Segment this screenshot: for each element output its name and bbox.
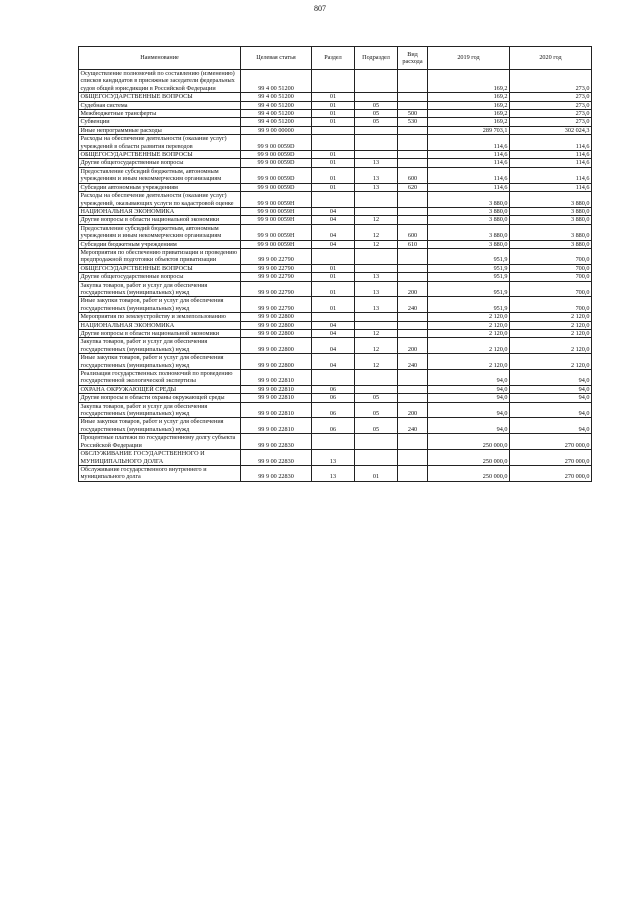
- row-subsection: 05: [355, 110, 398, 118]
- row-expense-type: [398, 126, 428, 134]
- row-section: [312, 434, 355, 450]
- row-subsection: 13: [355, 167, 398, 183]
- table-body: [79, 70, 592, 482]
- row-subsection: 12: [355, 216, 398, 224]
- table-row: [79, 135, 592, 151]
- row-section: 13: [312, 450, 355, 466]
- row-value-2019: 114,6: [428, 159, 510, 167]
- row-value-2019: 250 000,0: [428, 465, 510, 481]
- row-name: Судебная система: [79, 101, 241, 109]
- row-name: Другие общегосударственные вопросы: [79, 159, 241, 167]
- table-row: [79, 313, 592, 321]
- row-section: 04: [312, 354, 355, 370]
- row-value-2020: 114,6: [510, 159, 592, 167]
- row-name: НАЦИОНАЛЬНАЯ ЭКОНОМИКА: [79, 321, 241, 329]
- row-value-2020: 94,0: [510, 385, 592, 393]
- row-section: 01: [312, 264, 355, 272]
- row-value-2020: 273,0: [510, 93, 592, 101]
- row-value-2019: 2 120,0: [428, 313, 510, 321]
- row-name: Процентные платежи по государственному долгу субъекта Российской Федерации: [79, 434, 241, 450]
- row-code: 99 9 00 0059D: [241, 183, 312, 191]
- row-name: ОБЩЕГОСУДАРСТВЕННЫЕ ВОПРОСЫ: [79, 93, 241, 101]
- row-name: Иные закупки товаров, работ и услуг для обеспечения государственных (муниципальных) нужд: [79, 418, 241, 434]
- row-name: ОХРАНА ОКРУЖАЮЩЕЙ СРЕДЫ: [79, 385, 241, 393]
- row-value-2019: 951,9: [428, 248, 510, 264]
- row-value-2019: 114,6: [428, 151, 510, 159]
- header-year-2020: 2020 год: [510, 47, 592, 70]
- row-section: 06: [312, 394, 355, 402]
- row-value-2019: 250 000,0: [428, 434, 510, 450]
- row-expense-type: [398, 330, 428, 338]
- row-name: Субвенции: [79, 118, 241, 126]
- table-row: [79, 183, 592, 191]
- row-name: Иные закупки товаров, работ и услуг для обеспечения государственных (муниципальных) нужд: [79, 354, 241, 370]
- row-value-2019: 169,2: [428, 110, 510, 118]
- table-row: [79, 354, 592, 370]
- row-value-2019: 2 120,0: [428, 338, 510, 354]
- row-value-2020: 270 000,0: [510, 450, 592, 466]
- row-expense-type: [398, 434, 428, 450]
- row-name: Расходы на обеспечение деятельности (оказание услуг) учреждений в области развития переводов: [79, 135, 241, 151]
- row-code: 99 9 00 0059H: [241, 207, 312, 215]
- row-subsection: 12: [355, 330, 398, 338]
- row-section: [312, 126, 355, 134]
- row-value-2019: 94,0: [428, 418, 510, 434]
- table-row: [79, 151, 592, 159]
- row-expense-type: [398, 70, 428, 93]
- row-subsection: 12: [355, 338, 398, 354]
- row-name: Мероприятия по землеустройству и землепользованию: [79, 313, 241, 321]
- row-value-2019: 250 000,0: [428, 450, 510, 466]
- row-section: 01: [312, 101, 355, 109]
- row-value-2020: 3 880,0: [510, 192, 592, 208]
- row-value-2019: 2 120,0: [428, 354, 510, 370]
- row-subsection: 12: [355, 240, 398, 248]
- row-section: 06: [312, 385, 355, 393]
- table-row: [79, 394, 592, 402]
- page-number: 807: [314, 4, 326, 13]
- row-code: 99 9 00 0059D: [241, 151, 312, 159]
- row-code: 99 9 00 22830: [241, 434, 312, 450]
- table-row: [79, 321, 592, 329]
- table-row: [79, 450, 592, 466]
- row-value-2020: 273,0: [510, 110, 592, 118]
- row-value-2019: 169,2: [428, 93, 510, 101]
- row-expense-type: [398, 273, 428, 281]
- row-code: 99 4 00 51200: [241, 118, 312, 126]
- row-value-2019: 951,9: [428, 264, 510, 272]
- row-name: Реализация государственных полномочий по проведению государственной экологической экспертизы: [79, 370, 241, 386]
- row-name: ОБЩЕГОСУДАРСТВЕННЫЕ ВОПРОСЫ: [79, 151, 241, 159]
- row-subsection: [355, 450, 398, 466]
- row-subsection: 05: [355, 402, 398, 418]
- table-row: [79, 224, 592, 240]
- row-value-2020: 94,0: [510, 402, 592, 418]
- table-row: [79, 167, 592, 183]
- header-section: Раздел: [312, 47, 355, 70]
- header-name: Наименование: [79, 47, 241, 70]
- table-row: [79, 118, 592, 126]
- row-subsection: [355, 385, 398, 393]
- row-subsection: [355, 370, 398, 386]
- table-row: [79, 418, 592, 434]
- row-expense-type: [398, 264, 428, 272]
- row-subsection: [355, 434, 398, 450]
- row-name: Субсидии автономным учреждениям: [79, 183, 241, 191]
- row-value-2020: 2 120,0: [510, 338, 592, 354]
- row-expense-type: [398, 159, 428, 167]
- row-subsection: 12: [355, 354, 398, 370]
- row-subsection: 01: [355, 465, 398, 481]
- row-code: 99 9 00 22800: [241, 330, 312, 338]
- row-expense-type: [398, 192, 428, 208]
- table-header-row: [79, 47, 592, 70]
- row-code: 99 4 00 51200: [241, 70, 312, 93]
- row-name: Иные закупки товаров, работ и услуг для обеспечения государственных (муниципальных) нужд: [79, 297, 241, 313]
- row-expense-type: 610: [398, 240, 428, 248]
- row-value-2019: 94,0: [428, 402, 510, 418]
- row-code: 99 9 00 22800: [241, 338, 312, 354]
- row-name: Закупка товаров, работ и услуг для обеспечения государственных (муниципальных) нужд: [79, 338, 241, 354]
- row-value-2019: 3 880,0: [428, 224, 510, 240]
- row-name: Субсидии бюджетным учреждениям: [79, 240, 241, 248]
- table-row: [79, 248, 592, 264]
- row-name: Другие вопросы в области охраны окружающей среды: [79, 394, 241, 402]
- row-code: 99 4 00 51200: [241, 110, 312, 118]
- table-row: [79, 465, 592, 481]
- row-code: 99 9 00 0059D: [241, 167, 312, 183]
- row-subsection: 13: [355, 183, 398, 191]
- row-code: 99 9 00 22830: [241, 450, 312, 466]
- row-expense-type: [398, 321, 428, 329]
- row-expense-type: [398, 394, 428, 402]
- row-section: [312, 192, 355, 208]
- row-name: Расходы на обеспечение деятельности (оказание услуг) учреждений, оказывающих услуги по кадастровой оценке: [79, 192, 241, 208]
- row-code: 99 9 00 22790: [241, 281, 312, 297]
- row-section: 04: [312, 240, 355, 248]
- row-code: 99 9 00 0059D: [241, 135, 312, 151]
- row-expense-type: [398, 248, 428, 264]
- row-subsection: [355, 151, 398, 159]
- row-value-2020: 273,0: [510, 101, 592, 109]
- row-expense-type: 200: [398, 281, 428, 297]
- row-code: 99 9 00 0059D: [241, 159, 312, 167]
- header-subsection: Подраздел: [355, 47, 398, 70]
- row-code: 99 4 00 51200: [241, 101, 312, 109]
- row-name: Другие вопросы в области национальной экономики: [79, 216, 241, 224]
- row-subsection: [355, 207, 398, 215]
- row-value-2019: 951,9: [428, 297, 510, 313]
- row-name: Предоставление субсидий бюджетным, автономным учреждениям и иным некоммерческим организациям: [79, 224, 241, 240]
- row-section: 01: [312, 273, 355, 281]
- table-row: [79, 192, 592, 208]
- row-expense-type: [398, 93, 428, 101]
- row-value-2020: 114,6: [510, 167, 592, 183]
- row-expense-type: [398, 151, 428, 159]
- row-expense-type: 240: [398, 418, 428, 434]
- row-code: 99 9 00 22810: [241, 385, 312, 393]
- row-code: 99 9 00 0059H: [241, 224, 312, 240]
- budget-table: [78, 46, 592, 482]
- row-name: НАЦИОНАЛЬНАЯ ЭКОНОМИКА: [79, 207, 241, 215]
- row-value-2020: 114,6: [510, 183, 592, 191]
- row-value-2020: 700,0: [510, 297, 592, 313]
- row-code: 99 9 00 22830: [241, 465, 312, 481]
- row-name: Другие общегосударственные вопросы: [79, 273, 241, 281]
- row-section: [312, 70, 355, 93]
- row-value-2019: 114,6: [428, 135, 510, 151]
- row-subsection: [355, 126, 398, 134]
- row-section: 04: [312, 207, 355, 215]
- table-row: [79, 434, 592, 450]
- row-section: 13: [312, 465, 355, 481]
- row-section: 01: [312, 183, 355, 191]
- row-value-2019: 94,0: [428, 385, 510, 393]
- row-value-2020: 302 024,3: [510, 126, 592, 134]
- row-expense-type: [398, 216, 428, 224]
- row-value-2019: 114,6: [428, 183, 510, 191]
- row-value-2020: 700,0: [510, 281, 592, 297]
- row-code: 99 9 00 22790: [241, 264, 312, 272]
- row-value-2019: 3 880,0: [428, 216, 510, 224]
- table-row: [79, 126, 592, 134]
- row-value-2019: 94,0: [428, 394, 510, 402]
- row-value-2019: 3 880,0: [428, 240, 510, 248]
- row-value-2019: 951,9: [428, 281, 510, 297]
- row-expense-type: 200: [398, 338, 428, 354]
- row-subsection: 05: [355, 101, 398, 109]
- row-section: 04: [312, 338, 355, 354]
- table-row: [79, 264, 592, 272]
- row-name: Другие вопросы в области национальной экономики: [79, 330, 241, 338]
- row-subsection: [355, 248, 398, 264]
- row-name: Иные непрограммные расходы: [79, 126, 241, 134]
- row-value-2020: 114,6: [510, 151, 592, 159]
- row-section: [312, 370, 355, 386]
- row-value-2019: 951,9: [428, 273, 510, 281]
- row-value-2020: 114,6: [510, 135, 592, 151]
- row-expense-type: 500: [398, 110, 428, 118]
- row-value-2020: 273,0: [510, 70, 592, 93]
- row-section: [312, 135, 355, 151]
- table-row: [79, 281, 592, 297]
- row-section: 04: [312, 330, 355, 338]
- row-value-2020: 3 880,0: [510, 207, 592, 215]
- row-code: 99 9 00 22810: [241, 418, 312, 434]
- row-code: 99 9 00 22810: [241, 394, 312, 402]
- row-section: [312, 313, 355, 321]
- row-name: Закупка товаров, работ и услуг для обеспечения государственных (муниципальных) нужд: [79, 402, 241, 418]
- header-expense-type: Вид расхода: [398, 47, 428, 70]
- row-name: Закупка товаров, работ и услуг для обеспечения государственных (муниципальных) нужд: [79, 281, 241, 297]
- row-section: 04: [312, 321, 355, 329]
- row-subsection: 05: [355, 418, 398, 434]
- row-section: 04: [312, 216, 355, 224]
- row-code: 99 9 00 22790: [241, 297, 312, 313]
- row-subsection: 13: [355, 273, 398, 281]
- row-section: 01: [312, 281, 355, 297]
- row-value-2019: 3 880,0: [428, 207, 510, 215]
- row-section: 04: [312, 224, 355, 240]
- row-subsection: 13: [355, 159, 398, 167]
- row-section: 01: [312, 151, 355, 159]
- row-name: Предоставление субсидий бюджетным, автономным учреждениям и иным некоммерческим организациям: [79, 167, 241, 183]
- row-subsection: [355, 313, 398, 321]
- row-code: 99 9 00 22810: [241, 370, 312, 386]
- row-subsection: 12: [355, 224, 398, 240]
- table-row: [79, 385, 592, 393]
- row-name: ОБЩЕГОСУДАРСТВЕННЫЕ ВОПРОСЫ: [79, 264, 241, 272]
- header-year-2019: 2019 год: [428, 47, 510, 70]
- row-section: 06: [312, 418, 355, 434]
- row-expense-type: [398, 450, 428, 466]
- row-section: [312, 248, 355, 264]
- row-expense-type: 620: [398, 183, 428, 191]
- row-value-2019: 169,2: [428, 118, 510, 126]
- row-subsection: [355, 321, 398, 329]
- row-expense-type: 530: [398, 118, 428, 126]
- row-expense-type: [398, 101, 428, 109]
- row-name: Обслуживание государственного внутреннего и муниципального долга: [79, 465, 241, 481]
- row-value-2020: 270 000,0: [510, 465, 592, 481]
- row-value-2019: 94,0: [428, 370, 510, 386]
- row-value-2020: 273,0: [510, 118, 592, 126]
- row-section: 01: [312, 110, 355, 118]
- row-subsection: [355, 135, 398, 151]
- row-code: 99 9 00 22800: [241, 321, 312, 329]
- row-code: 99 9 00 22790: [241, 273, 312, 281]
- table-row: [79, 101, 592, 109]
- table-row: [79, 207, 592, 215]
- row-value-2020: 700,0: [510, 264, 592, 272]
- row-value-2019: 3 880,0: [428, 192, 510, 208]
- row-value-2019: 169,2: [428, 101, 510, 109]
- row-value-2019: 2 120,0: [428, 321, 510, 329]
- table-row: [79, 240, 592, 248]
- row-expense-type: 600: [398, 167, 428, 183]
- table-row: [79, 159, 592, 167]
- row-section: 01: [312, 118, 355, 126]
- row-section: 01: [312, 159, 355, 167]
- row-expense-type: [398, 370, 428, 386]
- row-value-2020: 94,0: [510, 418, 592, 434]
- row-expense-type: [398, 135, 428, 151]
- row-value-2020: 700,0: [510, 273, 592, 281]
- table-row: [79, 338, 592, 354]
- row-value-2020: 700,0: [510, 248, 592, 264]
- table-row: [79, 330, 592, 338]
- row-expense-type: [398, 385, 428, 393]
- row-subsection: [355, 70, 398, 93]
- row-code: 99 9 00 0059H: [241, 192, 312, 208]
- row-code: 99 9 00 0059H: [241, 240, 312, 248]
- row-section: 01: [312, 297, 355, 313]
- row-expense-type: 240: [398, 354, 428, 370]
- row-subsection: 05: [355, 118, 398, 126]
- row-value-2020: 3 880,0: [510, 216, 592, 224]
- row-code: 99 9 00 22800: [241, 354, 312, 370]
- table-row: [79, 273, 592, 281]
- row-value-2020: 94,0: [510, 370, 592, 386]
- row-expense-type: [398, 313, 428, 321]
- row-section: 06: [312, 402, 355, 418]
- row-subsection: 13: [355, 297, 398, 313]
- row-value-2019: 2 120,0: [428, 330, 510, 338]
- row-name: ОБСЛУЖИВАНИЕ ГОСУДАРСТВЕННОГО И МУНИЦИПАЛЬНОГО ДОЛГА: [79, 450, 241, 466]
- row-value-2019: 289 703,1: [428, 126, 510, 134]
- table-row: [79, 216, 592, 224]
- header-code: Целевая статья: [241, 47, 312, 70]
- row-code: 99 9 00 0059H: [241, 216, 312, 224]
- row-subsection: [355, 192, 398, 208]
- row-code: 99 9 00 22790: [241, 248, 312, 264]
- row-section: 01: [312, 167, 355, 183]
- row-value-2020: 3 880,0: [510, 224, 592, 240]
- row-expense-type: 200: [398, 402, 428, 418]
- row-expense-type: [398, 465, 428, 481]
- row-subsection: [355, 93, 398, 101]
- row-code: 99 9 00 22800: [241, 313, 312, 321]
- row-value-2019: 114,6: [428, 167, 510, 183]
- row-value-2020: 2 120,0: [510, 321, 592, 329]
- row-subsection: 13: [355, 281, 398, 297]
- row-value-2019: 169,2: [428, 70, 510, 93]
- row-subsection: [355, 264, 398, 272]
- row-code: 99 9 00 22810: [241, 402, 312, 418]
- row-value-2020: 3 880,0: [510, 240, 592, 248]
- row-code: 99 9 00 00000: [241, 126, 312, 134]
- row-name: Межбюджетные трансферты: [79, 110, 241, 118]
- row-value-2020: 2 120,0: [510, 330, 592, 338]
- row-expense-type: 240: [398, 297, 428, 313]
- table-row: [79, 70, 592, 93]
- table-row: [79, 297, 592, 313]
- table-row: [79, 110, 592, 118]
- table-row: [79, 370, 592, 386]
- row-expense-type: 600: [398, 224, 428, 240]
- table-row: [79, 93, 592, 101]
- row-code: 99 4 00 51200: [241, 93, 312, 101]
- row-value-2020: 270 000,0: [510, 434, 592, 450]
- row-name: Осуществление полномочий по составлению (изменению) списков кандидатов в присяжные заседатели федеральных судов общей юрисдикции в Российской Федерации: [79, 70, 241, 93]
- row-value-2020: 94,0: [510, 394, 592, 402]
- row-name: Мероприятия по обеспечению приватизации и проведению предпродажной подготовки объектов приватизации: [79, 248, 241, 264]
- row-value-2020: 2 120,0: [510, 313, 592, 321]
- row-section: 01: [312, 93, 355, 101]
- table-row: [79, 402, 592, 418]
- row-expense-type: [398, 207, 428, 215]
- row-value-2020: 2 120,0: [510, 354, 592, 370]
- row-subsection: 05: [355, 394, 398, 402]
